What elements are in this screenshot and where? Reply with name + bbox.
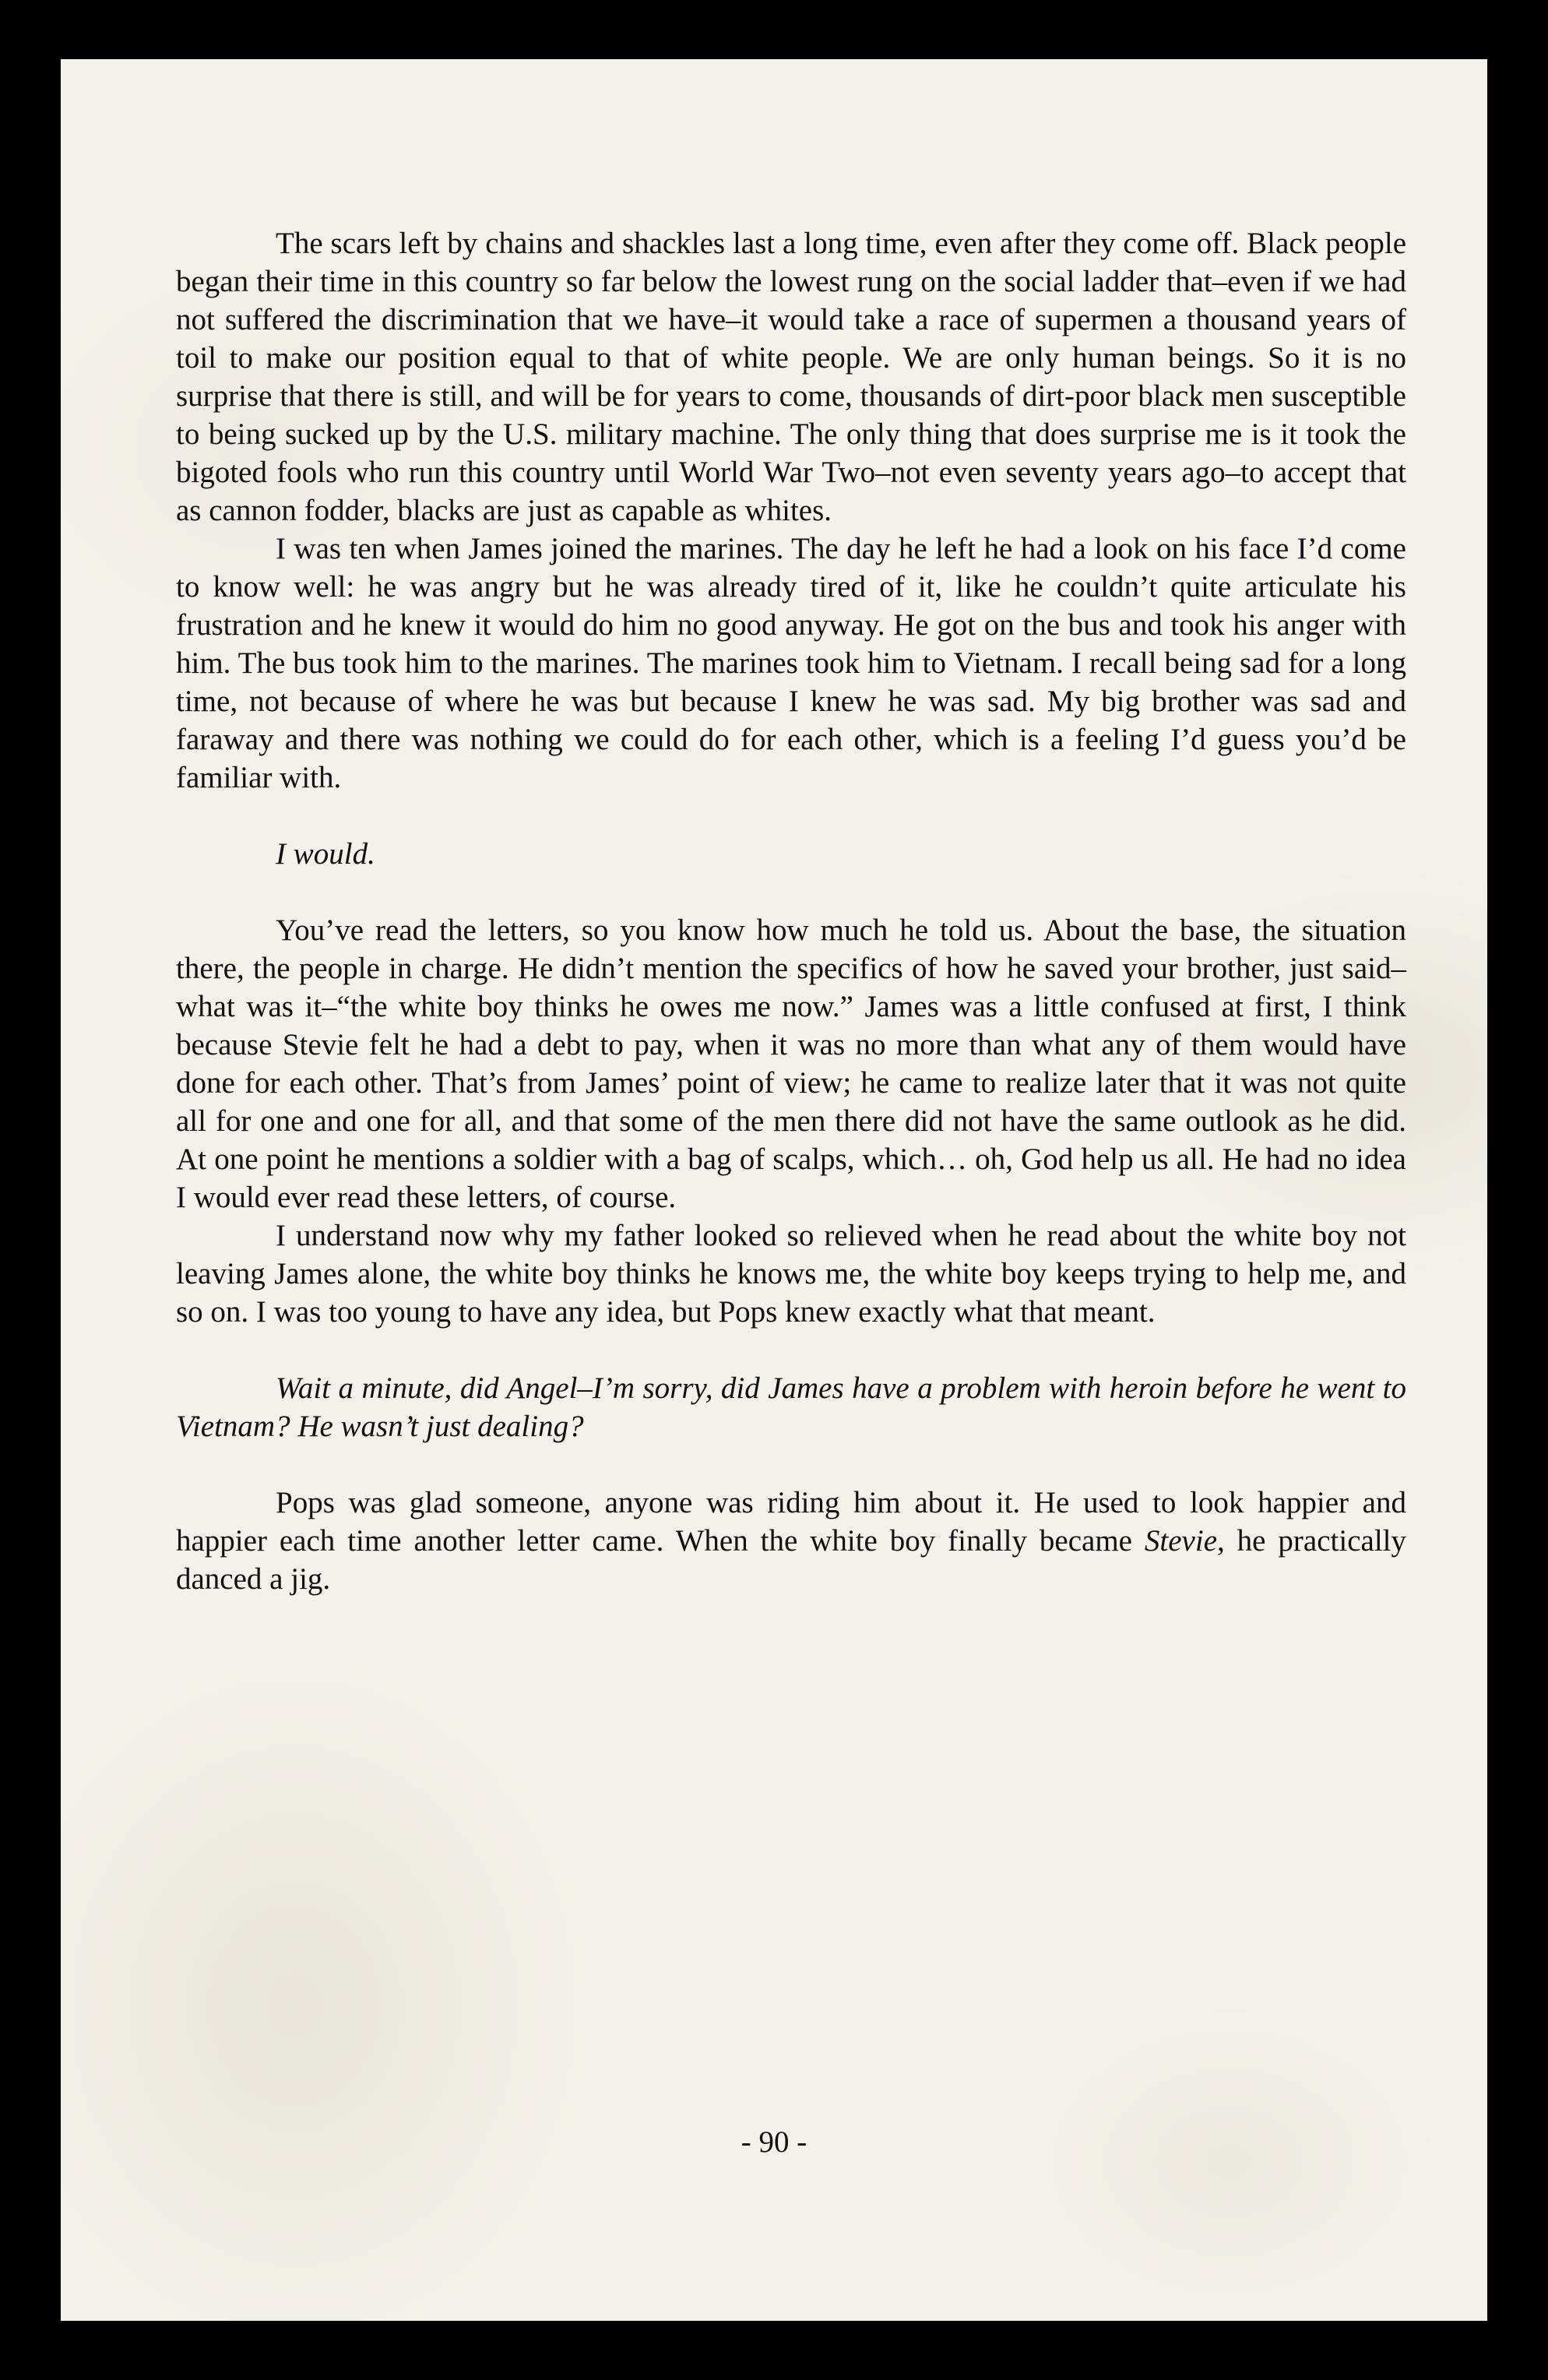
paragraph-1: The scars left by chains and shackles last a long time, even after they come off. Black people began their time in this country so far below the lowest rung on the social ladder that–even if we had not suffered the discrimination that we have–it would take a race of supermen a thousand years of toil to make our position equal to that of white people. We are only human beings. So it is no surprise that there is still, and will be for years to come, thousands of dirt-poor black men susceptible to being sucked up by the U.S. military machine. The only thing that does surprise me is it took the bigoted fools who run this country until World War Two–not even seventy years ago–to accept that as cannon fodder, blacks are just as capable as whites. [176,227,1406,527]
paragraph-5-text-a: Pops was glad someone, anyone was riding him about it. He used to look happier and happier each time another letter came. When the white boy finally became [176,1486,1406,1558]
interviewer-line-2: Wait a minute, did Angel–I’m sorry, did James have a problem with heroin before he went to Vietnam? He wasn’t just dealing? [176,1371,1406,1443]
paragraph-5-text-b: , he practically danced a jig. [176,1524,1406,1596]
paragraph-4: I understand now why my father looked so relieved when he read about the white boy not leaving James alone, the white boy thinks he knows me, the white boy keeps trying to help me, and so on. I was too young to have any idea, but Pops knew exactly what that meant. [176,1219,1406,1329]
paragraph-2: I was ten when James joined the marines. The day he left he had a look on his face I’d come to know well: he was angry but he was already tired of it, like he couldn’t quite articulate his frustration and he knew it would do him no good anyway. He got on the bus and took his anger with him. The bus took him to the marines. The marines took him to Vietnam. I recall being sad for a long time, not because of where he was but because I knew he was sad. My big brother was sad and faraway and there was nothing we could do for each other, which is a feeling I’d guess you’d be familiar with. [176,532,1406,794]
paragraph-3: You’ve read the letters, so you know how much he told us. About the base, the situation there, the people in charge. He didn’t mention the specifics of how he saved your brother, just said–what was it–“the white boy thinks he owes me now.” James was a little confused at first, I think because Stevie felt he had a debt to pay, when it was no more than what any of them would have done for each other. That’s from James’ point of view; he came to realize later that it was not quite all for one and one for all, and that some of the men there did not have the same outlook as he did. At one point he mentions a soldier with a bag of scalps, which… oh, God help us all. He had no idea I would ever read these letters, of course. [176,914,1406,1214]
page-number: - 90 - [741,2125,807,2159]
page-body-text [176,224,1406,1598]
interviewer-line-1: I would. [276,837,375,871]
paragraph-5 [176,1484,1406,1598]
book-page [61,59,1487,2321]
paragraph-5-italic-name: Stevie [1144,1524,1218,1558]
